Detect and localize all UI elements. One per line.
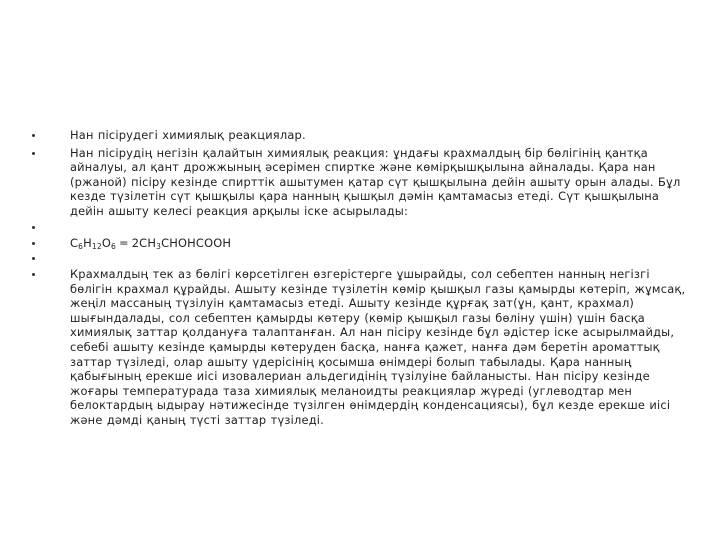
bullet-icon	[32, 152, 35, 155]
list-item	[30, 146, 690, 219]
bullet-list	[30, 128, 690, 428]
bullet-icon	[32, 226, 35, 229]
list-item	[30, 251, 690, 267]
bullet-icon	[32, 273, 35, 276]
list-item	[30, 236, 690, 252]
list-item	[30, 220, 690, 236]
bullet-icon	[32, 242, 35, 245]
bullet-text: Нан пісірудегі химиялық реакциялар.	[70, 128, 306, 142]
list-item	[30, 128, 690, 144]
chemical-formula: $C_6H_{12}O_6$ ═ $2CH_3CHOHCOOH$	[70, 235, 232, 251]
bullet-text: Нан пісірудің негізін қалайтын химиялық реакция: ұндағы крахмалдың бір бөлігінің қантқа айналуы, ал қант дрожжының әсерімен спиртке және көмірқышқылына айналады. Қара нан (ржаной) пісіру кезінде спирттік ашытумен қатар сүт қышқылына дейін ашыту орын алады. Бұл кезде түзілетін сүт қышқылы қара нанның қышқыл дәмін қамтамасыз етеді. Сүт қышқылына дейін ашыту келесі реакция арқылы іске асырылады:	[70, 145, 681, 218]
list-item	[30, 267, 690, 428]
bullet-text: Крахмалдың тек аз бөлігі көрсетілген өзгерістерге ұшырайды, сол себептен нанның негізгі бөлігін крахмал құрайды. Ашыту кезінде түзілетін көмір қышқыл газы қамырды көтеріп, жұмсақ, жеңіл массаның түзілуін қамтамасыз етеді. Ашыту кезінде құрғақ зат(ұн, қант, крахмал) шығындалады, сол себептен қамырды көтеру (көмір қышқыл газы бөліну үшін) үшін басқа химиялық заттар қолдануға талаптанған. Ал нан пісіру кезінде бұл әдістер іске асырылмайды, себебі ашыту кезінде қамырды көтеруден басқа, нанға қажет, нанға дәм беретін ароматтық заттар түзіледі, олар ашыту үдерісінің қосымша өнімдері болып табылады. Қара нанның қабығының ерекше иісі изовалериан альдегидінің түзілуіне байланысты. Нан пісіру кезінде жоғары температурада таза химиялық меланоидты реакциялар жүреді (углеводтар мен белоктардың ыдырау нәтижесінде түзілген өнімдердің конденсациясы), бұл кезде ерекше иісі және дәмді қаның түсті заттар түзіледі.	[70, 266, 686, 427]
bullet-icon	[32, 257, 35, 260]
bullet-icon	[32, 134, 35, 137]
